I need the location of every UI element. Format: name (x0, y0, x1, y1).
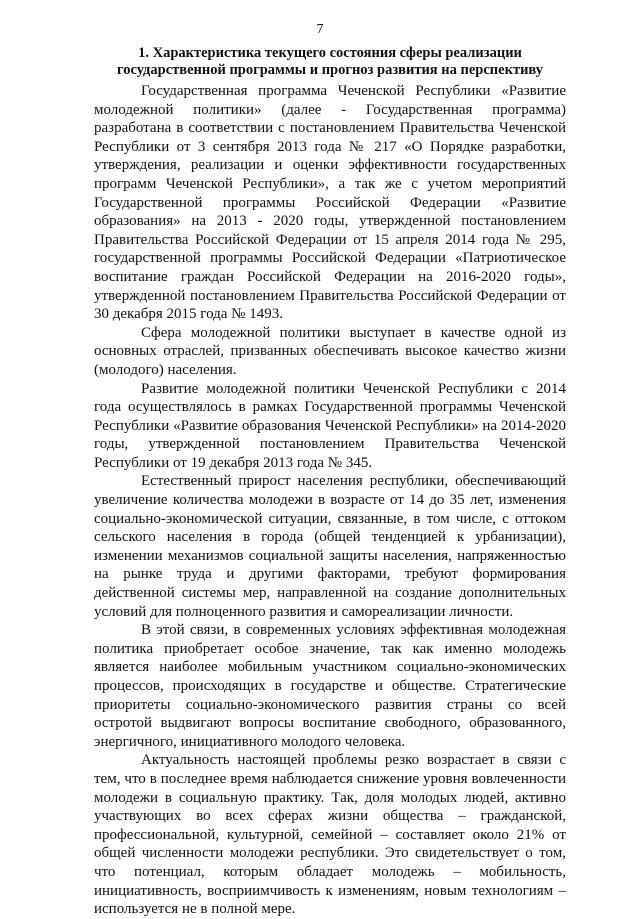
paragraph: Государственная программа Чеченской Республики «Развитие молодежной политики» (далее - Государственная программа) разработана в соответствии с постановлением Правительства Чеченской Республики от 3 сентября 2013 года № 217 «О Порядке разработки, утверждения, реализации и оценки эффективности государственных программ Чеченской Республики», а так же с учетом мероприятий Государственной программы Российской Федерации «Развитие образования» на 2013 - 2020 годы, утвержденной постановлением Правительства Российской Федерации от 15 апреля 2014 года № 295, государственной программы Российской Федерации «Патриотическое воспитание граждан Российской Федерации на 2016-2020 годы», утвержденной постановлением Правительства Российской Федерации от 30 декабря 2015 года № 1493. (94, 83, 566, 323)
page-number: 7 (316, 22, 324, 37)
section-heading (95, 45, 565, 79)
paragraph: Актуальность настоящей проблемы резко возрастает в связи с тем, что в последнее время наблюдается снижение уровня вовлеченности молодежи в социальную практику. Так, доля молодых людей, активно участвующих во всех сферах жизни общества – гражданской, профессиональной, культурной, семейной – составляет около 21% от общей численности молодежи республики. Это свидетельствует о том, что потенциал, которым обладает молодежь – мобильность, инициативность, восприимчивость к изменениям, новым технологиям – используется не в полной мере. (94, 752, 566, 918)
paragraph: Развитие молодежной политики Чеченской Республики с 2014 года осуществлялось в рамках Государственной программы Чеченской Республики «Развитие образования Чеченской Республики» на 2014-2020 годы, утвержденной постановлением Правительства Чеченской Республики от 19 декабря 2013 года № 345. (94, 380, 566, 471)
section-heading-line-2: государственной программы и прогноз развития на перспективу (116, 62, 544, 78)
paragraph: Сфера молодежной политики выступает в качестве одной из основных отраслей, призванных обеспечивать высокое качество жизни (молодого) населения. (94, 324, 566, 378)
section-heading-line-1: 1. Характеристика текущего состояния сферы реализации (138, 45, 522, 61)
paragraph: В этой связи, в современных условиях эффективная молодежная политика приобретает особое значение, так как именно молодежь является наиболее мобильным участником социально-экономических процессов, происходящих в государстве и обществе. Стратегические приоритеты социально-экономического развития страны со всей остротой выдвигают вопросы воспитание свободного, образованного, энергичного, инициативного молодого человека. (94, 622, 566, 750)
paragraph: Естественный прирост населения республики, обеспечивающий увеличение количества молодежи в возрасте от 14 до 35 лет, изменения социально-экономической ситуации, связанные, в том числе, с оттоком сельского населения в города (общей тенденцией к урбанизации), изменении механизмов социальной защиты населения, напряженностью на рынке труда и другими факторами, требуют формирования действенной системы мер, направленной на создание дополнительных условий для полноценного развития и самореализации личности. (94, 473, 566, 620)
document-body (94, 82, 566, 919)
